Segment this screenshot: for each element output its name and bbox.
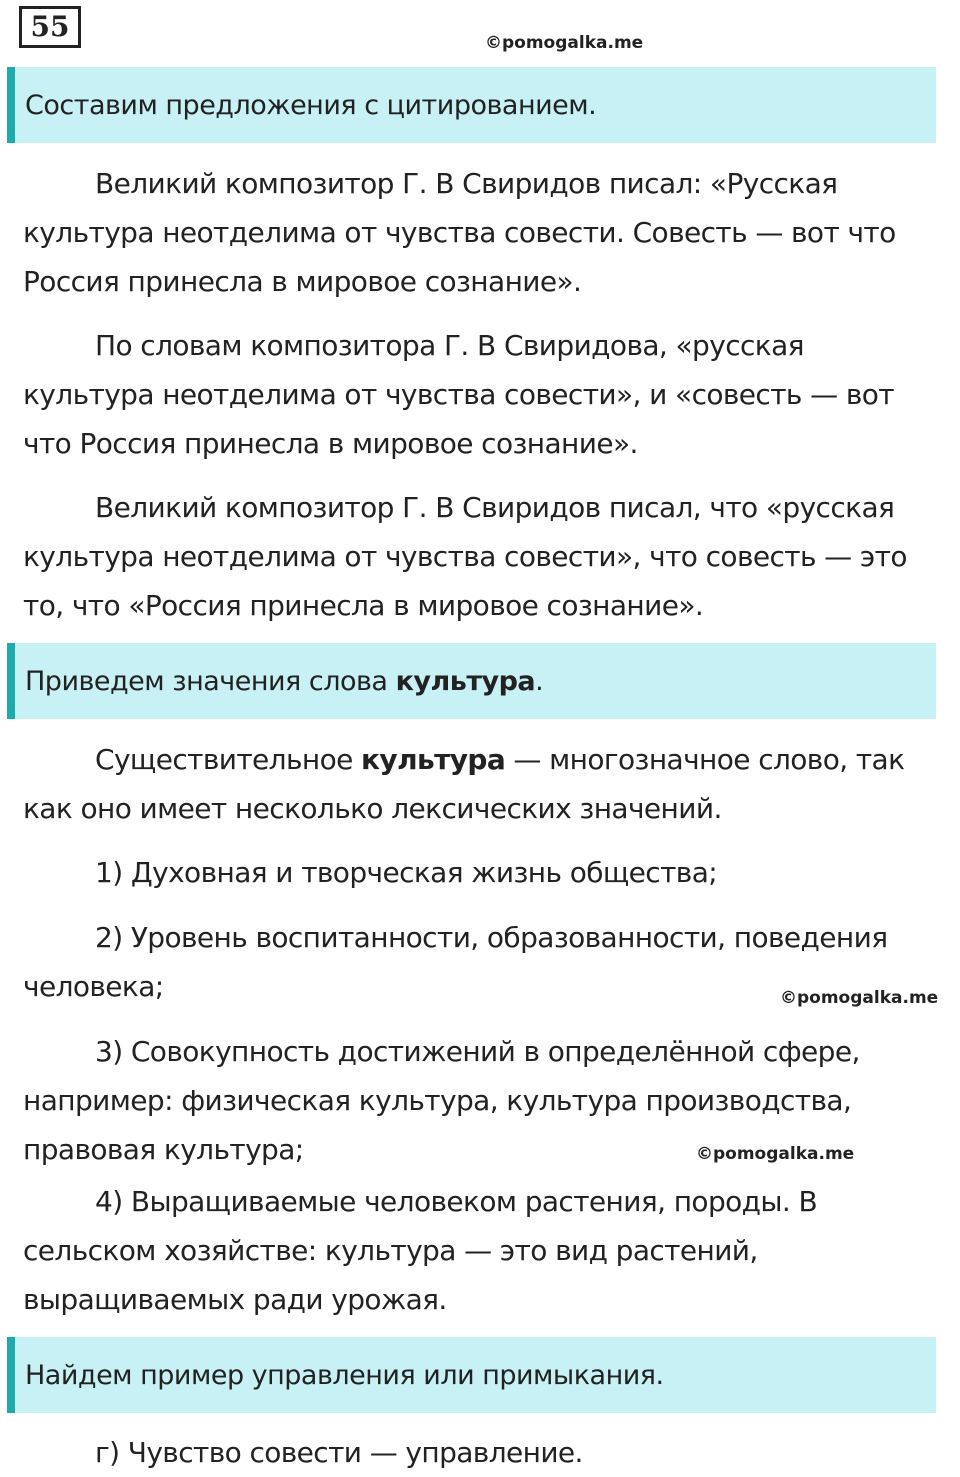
text-line: 2) Уровень воспитанности, образованности, поведения <box>95 921 888 954</box>
text-line: культура неотделима от чувства совести. Совесть — вот что <box>23 216 896 249</box>
heading-accent-bar <box>7 67 15 143</box>
heading-part: Приведем значения слова <box>25 665 396 697</box>
meaning-4 <box>23 1177 948 1324</box>
text-line: Великий композитор Г. В Свиридов писал: «Русская <box>95 167 838 200</box>
section-heading-government <box>7 1337 936 1413</box>
section-heading-citation <box>7 67 936 143</box>
text-line <box>23 735 948 784</box>
text-line: культура неотделима от чувства совести», что совесть — это <box>23 540 907 573</box>
meaning-1 <box>23 848 948 897</box>
text-line: выращиваемых ради урожая. <box>23 1283 447 1316</box>
text-line: что Россия принесла в мировое сознание». <box>23 427 638 460</box>
text-line: культура неотделима от чувства совести», и «совесть — вот <box>23 378 894 411</box>
text-line: г) Чувство совести — управление. <box>95 1436 583 1469</box>
text-line: По словам композитора Г. В Свиридова, «русская <box>95 329 804 362</box>
heading-accent-bar <box>7 1337 15 1413</box>
heading-keyword: культура <box>395 665 536 697</box>
answer-paragraph <box>23 1428 948 1477</box>
text-line: правовая культура; <box>23 1133 304 1166</box>
text-line: 1) Духовная и творческая жизнь общества; <box>95 856 718 889</box>
section-heading-meanings <box>7 643 936 719</box>
text-line: как оно имеет несколько лексических значений. <box>23 792 722 825</box>
heading-text: Составим предложения с цитированием. <box>25 89 597 121</box>
text-line: то, что «Россия принесла в мировое сознание». <box>23 589 704 622</box>
text-line: например: физическая культура, культура производства, <box>23 1084 852 1117</box>
paragraph-intro <box>23 735 948 833</box>
text-line: сельском хозяйстве: культура — это вид растений, <box>23 1234 758 1267</box>
watermark-lower: ©pomogalka.me <box>696 1144 855 1164</box>
watermark-middle: ©pomogalka.me <box>780 988 939 1008</box>
heading-text <box>15 666 543 697</box>
text-line: человека; <box>23 970 164 1003</box>
heading-text: Найдем пример управления или примыкания. <box>25 1359 664 1391</box>
heading-part: . <box>535 665 544 697</box>
page-number: 55 <box>19 6 81 48</box>
text-part: — многозначное слово, так <box>505 743 905 776</box>
text-line: 4) Выращиваемые человеком растения, породы. В <box>95 1185 818 1218</box>
watermark-top: ©pomogalka.me <box>485 33 644 53</box>
text-line: Россия принесла в мировое сознание». <box>23 265 582 298</box>
paragraph-citation-2 <box>23 321 948 468</box>
text-part: Существительное <box>95 743 362 776</box>
text-line: 3) Совокупность достижений в определённой сфере, <box>95 1035 860 1068</box>
heading-accent-bar <box>7 643 15 719</box>
keyword: культура <box>361 743 506 776</box>
paragraph-citation-3 <box>23 483 948 630</box>
paragraph-citation-1 <box>23 159 948 306</box>
text-line: Великий композитор Г. В Свиридов писал, что «русская <box>95 491 895 524</box>
